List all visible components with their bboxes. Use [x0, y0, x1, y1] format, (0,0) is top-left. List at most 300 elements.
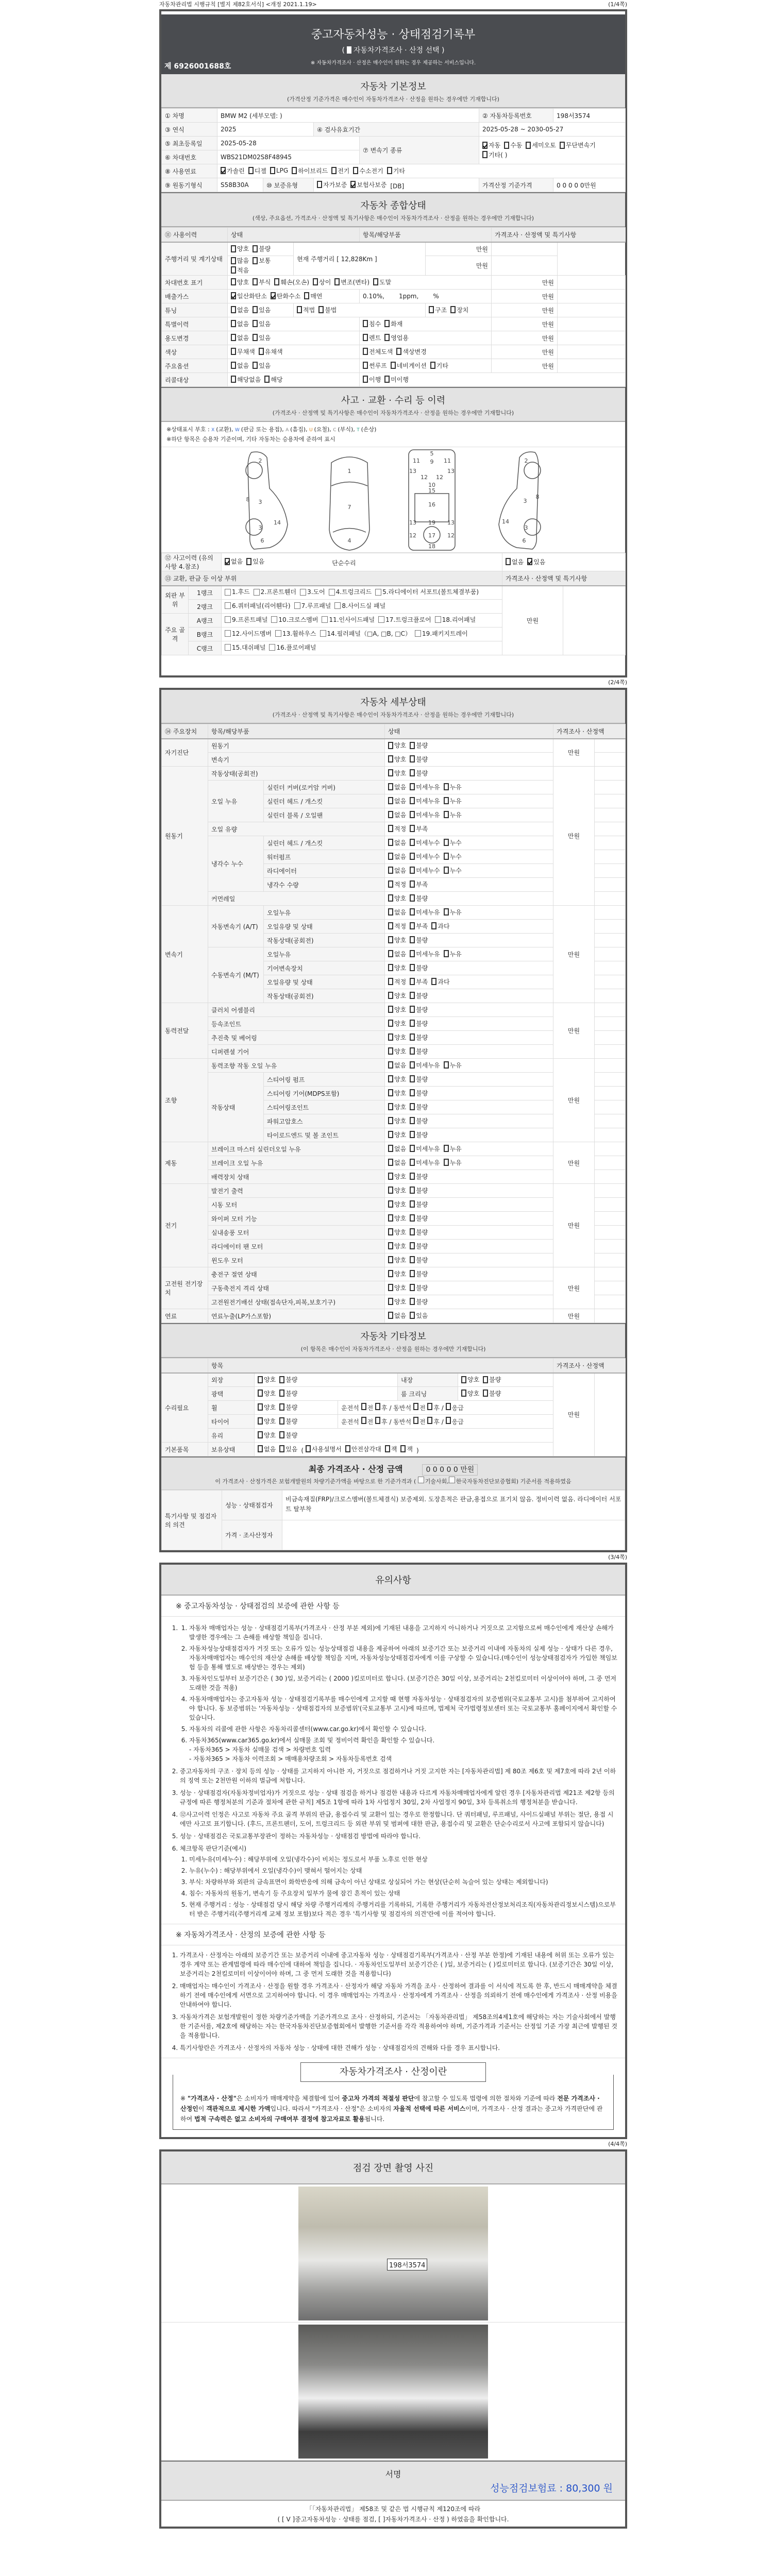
checkbox-option[interactable] — [225, 628, 272, 639]
checkbox-option[interactable] — [388, 963, 406, 972]
checkbox-option[interactable] — [279, 1417, 297, 1426]
checkbox-icon[interactable] — [231, 257, 236, 264]
checkbox-option[interactable] — [410, 1200, 428, 1209]
checkbox-option[interactable] — [258, 1375, 276, 1384]
checkbox-icon[interactable] — [388, 992, 393, 999]
checkbox-icon[interactable] — [431, 978, 436, 985]
checkbox-icon[interactable] — [388, 811, 393, 818]
checkbox-option[interactable] — [279, 1445, 297, 1453]
checkbox-option[interactable] — [225, 642, 265, 653]
checkbox-icon[interactable] — [388, 1145, 393, 1152]
checkbox-option[interactable] — [444, 1144, 462, 1153]
checkbox-option[interactable] — [388, 824, 406, 833]
checkbox-icon[interactable] — [410, 1200, 415, 1208]
checkbox-icon[interactable] — [388, 1242, 393, 1249]
checkbox-icon[interactable] — [388, 1284, 393, 1291]
checkbox-icon[interactable] — [363, 320, 368, 327]
checkbox-icon[interactable] — [410, 1006, 415, 1013]
checkbox-option[interactable] — [279, 1375, 297, 1384]
checkbox-option[interactable] — [253, 244, 271, 253]
checkbox-icon[interactable] — [388, 1256, 393, 1263]
checkbox-option[interactable] — [410, 1256, 428, 1264]
checkbox-icon[interactable] — [363, 348, 368, 355]
checkbox-option[interactable] — [388, 1061, 406, 1070]
checkbox-option[interactable] — [388, 769, 406, 777]
checkbox-option[interactable] — [388, 1089, 406, 1097]
checkbox-icon[interactable] — [388, 1006, 393, 1013]
checkbox-option[interactable] — [410, 796, 440, 805]
checkbox-option[interactable] — [431, 922, 449, 930]
checkbox-icon[interactable] — [375, 1417, 380, 1424]
checkbox-option[interactable] — [388, 1103, 406, 1111]
checkbox-icon[interactable] — [384, 376, 390, 383]
checkbox-icon[interactable] — [431, 922, 436, 929]
checkbox-option[interactable] — [254, 586, 296, 598]
checkbox-icon[interactable] — [269, 644, 275, 651]
checkbox-option[interactable] — [410, 963, 428, 972]
checkbox-option[interactable] — [375, 586, 479, 598]
checkbox-option[interactable] — [388, 977, 406, 986]
checkbox-option[interactable] — [388, 741, 406, 750]
checkbox-icon[interactable] — [258, 1389, 263, 1397]
checkbox-option[interactable] — [388, 1144, 406, 1153]
checkbox-icon[interactable] — [410, 992, 415, 999]
checkbox-option[interactable] — [431, 977, 449, 986]
checkbox-option[interactable] — [410, 950, 440, 958]
checkbox-option[interactable] — [270, 167, 288, 174]
checkbox-option[interactable] — [378, 614, 431, 625]
checkbox-icon[interactable] — [410, 1270, 415, 1277]
checkbox-icon[interactable] — [361, 1417, 366, 1424]
checkbox-icon[interactable] — [410, 1145, 415, 1152]
checkbox-option[interactable] — [306, 1445, 342, 1453]
checkbox-option[interactable] — [415, 628, 468, 639]
checkbox-icon[interactable] — [410, 1242, 415, 1249]
checkbox-icon[interactable] — [410, 880, 415, 888]
checkbox-option[interactable] — [231, 256, 249, 265]
checkbox-icon[interactable] — [246, 558, 251, 565]
price-service-checkbox[interactable] — [347, 46, 351, 54]
checkbox-option[interactable] — [410, 991, 428, 1000]
checkbox-icon[interactable] — [410, 922, 415, 929]
checkbox-option[interactable] — [334, 600, 385, 612]
checkbox-option[interactable] — [527, 557, 545, 566]
checkbox-icon[interactable] — [388, 880, 393, 888]
checkbox-option[interactable] — [384, 375, 409, 384]
checkbox-icon[interactable] — [387, 167, 392, 174]
checkbox-option[interactable] — [388, 1256, 406, 1264]
checkbox-option[interactable] — [258, 1445, 276, 1453]
checkbox-option[interactable] — [363, 361, 387, 370]
checkbox-option[interactable] — [444, 908, 462, 917]
checkbox-option[interactable] — [444, 1158, 462, 1167]
checkbox-option[interactable] — [506, 557, 524, 566]
checkbox-option[interactable] — [560, 141, 596, 149]
checkbox-option[interactable] — [410, 810, 440, 819]
checkbox-option[interactable] — [410, 1033, 428, 1042]
checkbox-icon[interactable] — [410, 978, 415, 985]
checkbox-option[interactable] — [410, 741, 428, 750]
checkbox-icon[interactable] — [388, 839, 393, 846]
checkbox-icon[interactable] — [388, 1187, 393, 1194]
checkbox-option[interactable] — [353, 166, 383, 175]
checkbox-icon[interactable] — [410, 1256, 415, 1263]
checkbox-icon[interactable] — [264, 376, 270, 383]
checkbox-icon[interactable] — [258, 1417, 263, 1425]
checkbox-icon[interactable] — [334, 602, 341, 609]
checkbox-icon[interactable] — [231, 334, 236, 341]
checkbox-icon[interactable] — [225, 602, 231, 609]
checkbox-option[interactable] — [410, 824, 428, 833]
checkbox-option[interactable] — [388, 922, 406, 930]
checkbox-option[interactable] — [388, 894, 406, 903]
checkbox-option[interactable] — [225, 557, 243, 566]
checkbox-option[interactable] — [300, 586, 325, 598]
checkbox-icon[interactable] — [388, 1131, 393, 1138]
checkbox-icon[interactable] — [253, 362, 258, 369]
checkbox-option[interactable] — [483, 1389, 501, 1398]
checkbox-option[interactable] — [274, 278, 309, 286]
checkbox-option[interactable] — [248, 166, 266, 175]
checkbox-icon[interactable] — [258, 1403, 263, 1411]
checkbox-option[interactable] — [410, 1103, 428, 1111]
checkbox-option[interactable] — [388, 1186, 406, 1195]
checkbox-option[interactable] — [264, 375, 282, 384]
checkbox-icon[interactable] — [270, 167, 275, 174]
checkbox-option[interactable] — [410, 1172, 428, 1181]
checkbox-icon[interactable] — [388, 964, 393, 971]
checkbox-icon[interactable] — [373, 278, 378, 285]
checkbox-icon[interactable] — [258, 1376, 263, 1383]
checkbox-option[interactable] — [410, 922, 428, 930]
checkbox-icon[interactable] — [391, 362, 396, 369]
checkbox-option[interactable] — [334, 278, 369, 286]
checkbox-icon[interactable] — [444, 867, 449, 874]
checkbox-icon[interactable] — [271, 616, 277, 623]
checkbox-option[interactable] — [410, 1005, 428, 1014]
checkbox-icon[interactable] — [304, 292, 309, 299]
checkbox-option[interactable] — [388, 1019, 406, 1028]
checkbox-icon[interactable] — [388, 936, 393, 943]
checkbox-icon[interactable] — [306, 1445, 311, 1452]
checkbox-icon[interactable] — [388, 769, 393, 776]
checkbox-icon[interactable] — [385, 1445, 390, 1452]
checkbox-option[interactable] — [292, 166, 328, 175]
checkbox-icon[interactable] — [410, 1020, 415, 1027]
checkbox-icon[interactable] — [413, 1403, 418, 1410]
checkbox-icon[interactable] — [334, 278, 340, 285]
checkbox-option[interactable] — [294, 600, 331, 612]
checkbox-icon[interactable] — [231, 362, 236, 369]
checkbox-option[interactable] — [410, 769, 428, 777]
checkbox-option[interactable] — [388, 838, 406, 847]
checkbox-icon[interactable] — [444, 1061, 449, 1069]
checkbox-option[interactable] — [410, 783, 440, 791]
checkbox-icon[interactable] — [279, 1376, 284, 1383]
checkbox-option[interactable] — [410, 908, 440, 917]
checkbox-icon[interactable] — [363, 334, 368, 341]
checkbox-option[interactable] — [391, 361, 427, 370]
checkbox-icon[interactable] — [225, 616, 231, 623]
checkbox-icon[interactable] — [410, 950, 415, 957]
checkbox-icon[interactable] — [410, 1103, 415, 1110]
checkbox-option[interactable] — [231, 361, 249, 370]
checkbox-option[interactable] — [526, 141, 556, 149]
checkbox-icon[interactable] — [413, 1417, 418, 1424]
checkbox-icon[interactable] — [410, 1159, 415, 1166]
checkbox-option[interactable] — [444, 1061, 462, 1070]
checkbox-icon[interactable] — [388, 894, 393, 902]
checkbox-icon[interactable] — [388, 1200, 393, 1208]
checkbox-icon[interactable] — [320, 630, 326, 637]
checkbox-icon[interactable] — [410, 769, 415, 776]
checkbox-icon[interactable] — [410, 1228, 415, 1235]
checkbox-icon[interactable] — [410, 1061, 415, 1069]
checked-box-icon[interactable] — [225, 558, 230, 565]
checkbox-option[interactable] — [410, 1228, 428, 1236]
checkbox-option[interactable] — [363, 375, 381, 384]
checkbox-option[interactable] — [388, 1130, 406, 1139]
checkbox-option[interactable] — [388, 1116, 406, 1125]
checkbox-icon[interactable] — [388, 1159, 393, 1166]
checkbox-option[interactable] — [410, 1047, 428, 1056]
checkbox-option[interactable] — [444, 950, 462, 958]
checkbox-icon[interactable] — [526, 142, 531, 149]
checkbox-option[interactable] — [410, 1158, 440, 1167]
checkbox-icon[interactable] — [388, 1173, 393, 1180]
checkbox-option[interactable] — [388, 1269, 406, 1278]
checkbox-icon[interactable] — [560, 142, 565, 149]
checkbox-icon[interactable] — [225, 589, 231, 596]
checkbox-icon[interactable] — [396, 348, 401, 355]
checkbox-option[interactable] — [410, 936, 428, 944]
checkbox-icon[interactable] — [225, 630, 231, 637]
checkbox-icon[interactable] — [388, 922, 393, 929]
checkbox-option[interactable] — [388, 908, 406, 917]
checkbox-option[interactable] — [410, 1186, 428, 1195]
checkbox-option[interactable] — [444, 810, 462, 819]
checkbox-icon[interactable] — [388, 978, 393, 985]
checkbox-option[interactable] — [410, 1144, 440, 1153]
checkbox-option[interactable] — [231, 244, 249, 253]
checkbox-option[interactable] — [435, 614, 476, 625]
checkbox-icon[interactable] — [444, 1159, 449, 1166]
checkbox-icon[interactable] — [363, 362, 368, 369]
checkbox-option[interactable] — [430, 361, 448, 370]
checkbox-option[interactable] — [253, 278, 271, 286]
checked-box-icon[interactable] — [482, 142, 488, 149]
checkbox-option[interactable] — [388, 866, 406, 875]
checkbox-option[interactable] — [231, 266, 249, 275]
checkbox-option[interactable] — [388, 880, 406, 889]
checkbox-option[interactable] — [429, 306, 447, 314]
checkbox-option[interactable] — [258, 1403, 276, 1412]
checkbox-option[interactable] — [410, 1061, 440, 1070]
checkbox-option[interactable] — [410, 1269, 428, 1278]
checkbox-icon[interactable] — [384, 334, 390, 341]
checkbox-icon[interactable] — [231, 278, 236, 285]
checkbox-option[interactable] — [363, 347, 393, 356]
checkbox-option[interactable] — [410, 755, 428, 764]
checkbox-option[interactable] — [329, 586, 372, 598]
checkbox-option[interactable] — [388, 796, 406, 805]
checkbox-icon[interactable] — [231, 306, 236, 313]
checkbox-icon[interactable] — [388, 825, 393, 832]
checkbox-icon[interactable] — [279, 1417, 284, 1425]
checkbox-icon[interactable] — [446, 1403, 451, 1410]
checkbox-option[interactable] — [388, 1075, 406, 1083]
checkbox-option[interactable] — [410, 1283, 428, 1292]
checkbox-icon[interactable] — [410, 811, 415, 818]
checkbox-option[interactable] — [225, 614, 267, 625]
checkbox-icon[interactable] — [410, 755, 415, 762]
checkbox-option[interactable] — [385, 1445, 397, 1453]
checkbox-icon[interactable] — [506, 558, 511, 565]
checkbox-option[interactable] — [388, 1214, 406, 1223]
checkbox-option[interactable] — [350, 180, 386, 189]
checkbox-option[interactable] — [410, 866, 440, 875]
checkbox-icon[interactable] — [388, 1089, 393, 1096]
checkbox-option[interactable] — [269, 642, 316, 653]
checkbox-icon[interactable] — [400, 1445, 406, 1452]
checkbox-icon[interactable] — [444, 839, 449, 846]
checkbox-option[interactable] — [231, 333, 249, 342]
checkbox-icon[interactable] — [279, 1445, 284, 1452]
checkbox-option[interactable] — [388, 1033, 406, 1042]
checkbox-option[interactable] — [444, 866, 462, 875]
checkbox-icon[interactable] — [253, 320, 258, 327]
checkbox-icon[interactable] — [410, 936, 415, 943]
checkbox-option[interactable] — [388, 1158, 406, 1167]
checkbox-icon[interactable] — [388, 797, 393, 804]
checkbox-option[interactable] — [225, 586, 250, 598]
checkbox-option[interactable] — [388, 1283, 406, 1292]
checked-box-icon[interactable] — [231, 292, 236, 299]
checkbox-option[interactable] — [388, 1005, 406, 1014]
checkbox-icon[interactable] — [253, 278, 258, 285]
checkbox-icon[interactable] — [410, 1131, 415, 1138]
checkbox-icon[interactable] — [248, 167, 254, 174]
checkbox-icon[interactable] — [482, 151, 488, 158]
checkbox-icon[interactable] — [231, 376, 236, 383]
checkbox-icon[interactable] — [388, 1117, 393, 1124]
checkbox-icon[interactable] — [444, 853, 449, 860]
checkbox-icon[interactable] — [410, 1047, 415, 1055]
checked-box-icon[interactable] — [271, 292, 276, 299]
checkbox-icon[interactable] — [388, 755, 393, 762]
checkbox-option[interactable] — [388, 1311, 406, 1320]
checkbox-option[interactable] — [297, 306, 315, 314]
checkbox-icon[interactable] — [410, 1075, 415, 1082]
checkbox-icon[interactable] — [279, 1389, 284, 1397]
checkbox-option[interactable] — [410, 1214, 428, 1223]
checkbox-option[interactable] — [410, 880, 428, 889]
checkbox-option[interactable] — [253, 306, 271, 314]
checkbox-option[interactable] — [396, 347, 426, 356]
checkbox-icon[interactable] — [388, 950, 393, 957]
checkbox-icon[interactable] — [318, 306, 324, 313]
checked-box-icon[interactable] — [350, 181, 356, 188]
checkbox-icon[interactable] — [253, 257, 258, 264]
checkbox-option[interactable] — [231, 319, 249, 328]
checkbox-icon[interactable] — [231, 348, 236, 355]
checkbox-icon[interactable] — [258, 1431, 263, 1438]
checkbox-option[interactable] — [387, 166, 405, 175]
checkbox-option[interactable] — [304, 292, 322, 300]
checkbox-icon[interactable] — [444, 1145, 449, 1152]
checkbox-icon[interactable] — [322, 616, 328, 623]
checkbox-icon[interactable] — [410, 742, 415, 749]
checkbox-icon[interactable] — [345, 1445, 350, 1452]
checkbox-icon[interactable] — [388, 1312, 393, 1319]
checkbox-option[interactable] — [410, 1089, 428, 1097]
checkbox-option[interactable] — [444, 796, 462, 805]
checkbox-icon[interactable] — [388, 1061, 393, 1069]
checkbox-option[interactable] — [275, 628, 316, 639]
checkbox-icon[interactable] — [444, 811, 449, 818]
checkbox-option[interactable] — [410, 894, 428, 903]
checkbox-option[interactable] — [313, 278, 331, 286]
checkbox-icon[interactable] — [388, 1228, 393, 1235]
checkbox-option[interactable] — [373, 278, 391, 286]
checkbox-icon[interactable] — [275, 630, 281, 637]
checkbox-option[interactable] — [482, 141, 500, 149]
checkbox-icon[interactable] — [429, 306, 434, 313]
checkbox-icon[interactable] — [388, 1270, 393, 1277]
checkbox-icon[interactable] — [410, 1117, 415, 1124]
checkbox-option[interactable] — [482, 150, 507, 159]
checkbox-option[interactable] — [388, 1228, 406, 1236]
checkbox-option[interactable] — [388, 991, 406, 1000]
checkbox-icon[interactable] — [410, 1214, 415, 1222]
checkbox-option[interactable] — [410, 1242, 428, 1250]
checkbox-option[interactable] — [388, 1172, 406, 1181]
checkbox-icon[interactable] — [410, 1033, 415, 1041]
checkbox-icon[interactable] — [427, 1403, 432, 1410]
checkbox-icon[interactable] — [410, 908, 415, 916]
checkbox-icon[interactable] — [388, 1020, 393, 1027]
checkbox-option[interactable] — [320, 628, 412, 639]
checkbox-option[interactable] — [410, 977, 428, 986]
checkbox-option[interactable] — [450, 306, 468, 314]
checkbox-option[interactable] — [253, 319, 271, 328]
checkbox-option[interactable] — [410, 838, 440, 847]
checkbox-icon[interactable] — [225, 644, 231, 651]
checkbox-icon[interactable] — [231, 320, 236, 327]
checkbox-option[interactable] — [231, 375, 261, 384]
checkbox-icon[interactable] — [410, 1187, 415, 1194]
checkbox-option[interactable] — [388, 936, 406, 944]
checkbox-option[interactable] — [259, 347, 283, 356]
checkbox-option[interactable] — [221, 166, 245, 175]
checkbox[interactable] — [449, 1477, 455, 1483]
checkbox-icon[interactable] — [444, 908, 449, 916]
checkbox-icon[interactable] — [410, 825, 415, 832]
checkbox-icon[interactable] — [388, 742, 393, 749]
checkbox-icon[interactable] — [410, 783, 415, 790]
checkbox-icon[interactable] — [444, 797, 449, 804]
checkbox-option[interactable] — [258, 1431, 276, 1439]
checkbox-icon[interactable] — [258, 1445, 263, 1452]
checkbox-icon[interactable] — [410, 964, 415, 971]
checkbox-icon[interactable] — [410, 839, 415, 846]
checkbox-option[interactable] — [279, 1389, 297, 1398]
checkbox-icon[interactable] — [331, 167, 337, 174]
checkbox-icon[interactable] — [483, 1389, 488, 1397]
checkbox-icon[interactable] — [410, 853, 415, 860]
checkbox-icon[interactable] — [274, 278, 279, 285]
checkbox-option[interactable] — [231, 306, 249, 314]
